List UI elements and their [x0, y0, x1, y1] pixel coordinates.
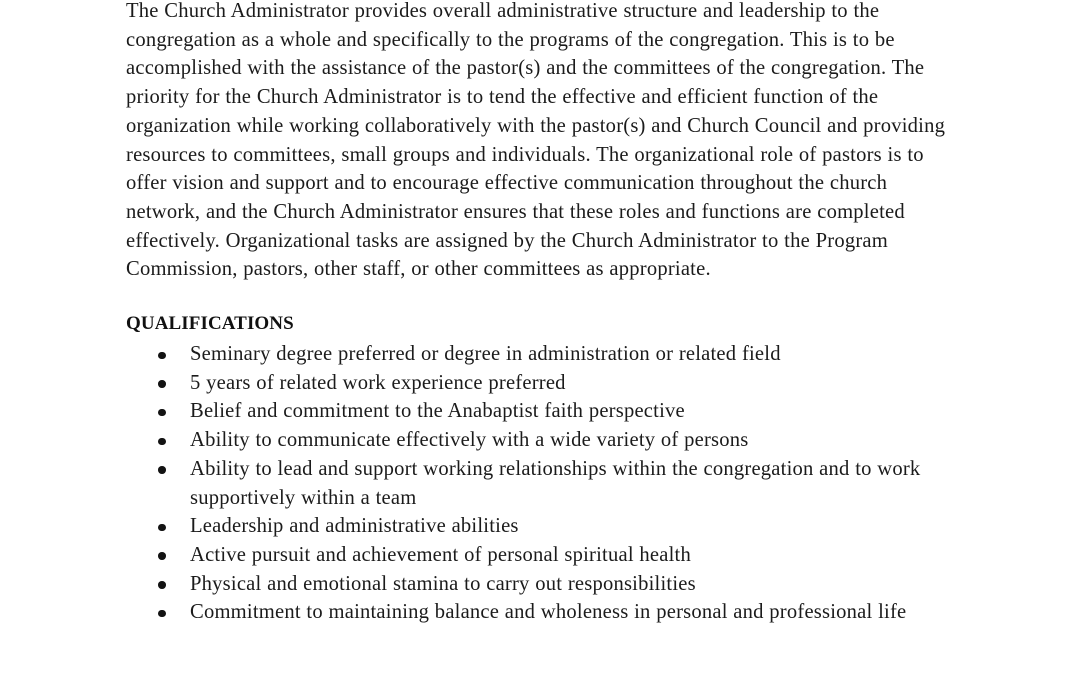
- paragraph-spacer: [126, 284, 958, 312]
- list-item-label: Active pursuit and achievement of personal spiritual health: [190, 543, 691, 566]
- qualifications-heading: QUALIFICATIONS: [126, 313, 294, 335]
- list-item: [126, 570, 958, 599]
- bullet-icon: [158, 466, 166, 474]
- list-item: [126, 598, 958, 627]
- list-item-label: Physical and emotional stamina to carry out responsibilities: [190, 572, 696, 595]
- bullet-icon: [158, 352, 166, 360]
- list-item: [126, 369, 958, 398]
- bullet-icon: [158, 409, 166, 417]
- list-item-label: Ability to lead and support working relationships within the congregation and to work supportively within a team: [190, 457, 921, 509]
- list-item: [126, 397, 958, 426]
- bullet-icon: [158, 552, 166, 560]
- list-item-label: Belief and commitment to the Anabaptist faith perspective: [190, 400, 685, 423]
- bullet-icon: [158, 581, 166, 589]
- document-content: [126, 0, 958, 627]
- list-item: [126, 455, 958, 512]
- list-item-label: Ability to communicate effectively with a wide variety of persons: [190, 429, 749, 452]
- list-item: [126, 340, 958, 369]
- list-item-label: Commitment to maintaining balance and wholeness in personal and professional life: [190, 601, 907, 624]
- bullet-icon: [158, 610, 166, 618]
- bullet-icon: [158, 438, 166, 446]
- list-item: [126, 512, 958, 541]
- job-description-paragraph: The Church Administrator provides overall administrative structure and leadership to the congregation as a whole and specifically to the programs of the congregation. This is to be accomplished with the assistance of the pastor(s) and the committees of the congregation. The priority for the Church Administrator is to tend the effective and efficient function of the organization while working collaboratively with the pastor(s) and Church Council and providing resources to committees, small groups and individuals. The organizational role of pastors is to offer vision and support and to encourage effective communication throughout the church network, and the Church Administrator ensures that these roles and functions are completed effectively. Organizational tasks are assigned by the Church Administrator to the Program Commission, pastors, other staff, or other committees as appropriate.: [126, 0, 946, 281]
- bullet-icon: [158, 380, 166, 388]
- qualifications-list: [126, 340, 958, 627]
- list-item: [126, 541, 958, 570]
- list-item: [126, 426, 958, 455]
- list-item-label: 5 years of related work experience preferred: [190, 371, 566, 394]
- bullet-icon: [158, 524, 166, 532]
- list-item-label: Leadership and administrative abilities: [190, 515, 519, 538]
- list-item-label: Seminary degree preferred or degree in administration or related field: [190, 343, 781, 366]
